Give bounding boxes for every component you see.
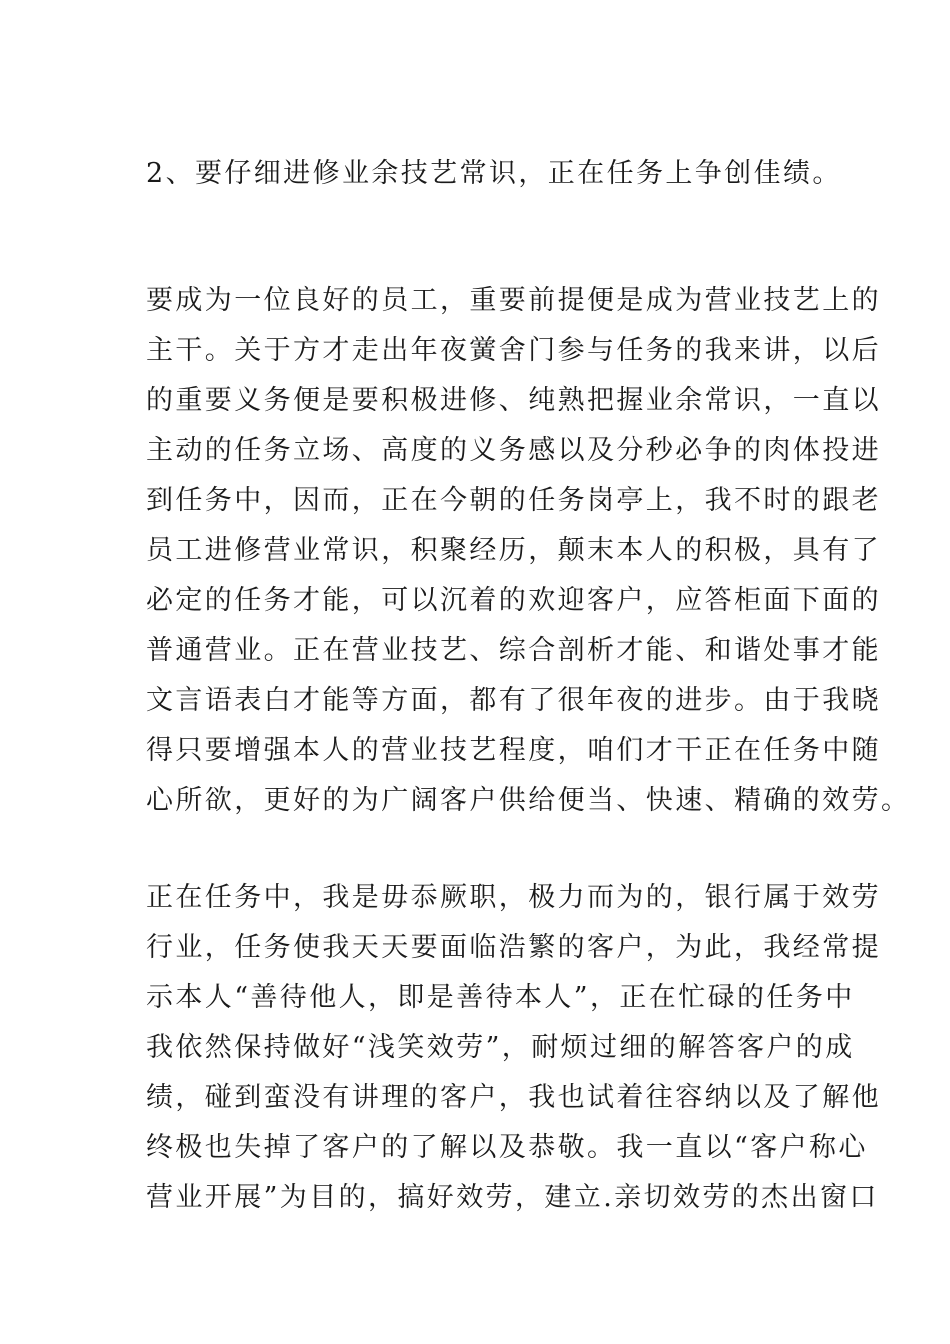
paragraph-line: 文言语表白才能等方面，都有了很年夜的进步。由于我晓 [146, 685, 881, 716]
paragraph-line: 的重要义务便是要积极进修、纯熟把握业余常识，一直以 [146, 385, 881, 416]
paragraph-line: 主动的任务立场、高度的义务感以及分秒必争的肉体投进 [146, 435, 881, 466]
paragraph-line: 到任务中，因而，正在今朝的任务岗亭上，我不时的跟老 [146, 485, 881, 516]
paragraph-line: 必定的任务才能，可以沉着的欢迎客户，应答柜面下面的 [146, 585, 881, 616]
paragraph-line: 示本人“善待他人，即是善待本人”，正在忙碌的任务中 [146, 982, 855, 1013]
paragraph-line: 普通营业。正在营业技艺、综合剖析才能、和谐处事才能 [146, 635, 881, 666]
paragraph-line: 要成为一位良好的员工，重要前提便是成为营业技艺上的 [146, 285, 881, 316]
paragraph-line: 心所欲，更好的为广阔客户供给便当、快速、精确的效劳。 [146, 785, 911, 816]
paragraph-line: 营业开展”为目的，搞好效劳，建立.亲切效劳的杰出窗口 [146, 1182, 879, 1213]
section-heading: 2、要仔细进修业余技艺常识，正在任务上争创佳绩。 [146, 158, 842, 189]
paragraph-line: 终极也失掉了客户的了解以及恭敬。我一直以“客户称心 [146, 1132, 868, 1163]
paragraph-line: 员工进修营业常识，积聚经历，颠末本人的积极，具有了 [146, 535, 881, 566]
paragraph-line: 正在任务中，我是毋忝厥职，极力而为的，银行属于效劳 [146, 882, 881, 913]
paragraph-line: 行业，任务使我天天要面临浩繁的客户，为此，我经常提 [146, 932, 881, 963]
paragraph-line: 我依然保持做好“浅笑效劳”，耐烦过细的解答客户的成 [146, 1032, 855, 1063]
paragraph-line: 主干。关于方才走出年夜黉舍门参与任务的我来讲，以后 [146, 335, 881, 366]
paragraph-line: 绩，碰到蛮没有讲理的客户，我也试着往容纳以及了解他 [146, 1082, 881, 1113]
paragraph-line: 得只要增强本人的营业技艺程度，咱们才干正在任务中随 [146, 735, 881, 766]
